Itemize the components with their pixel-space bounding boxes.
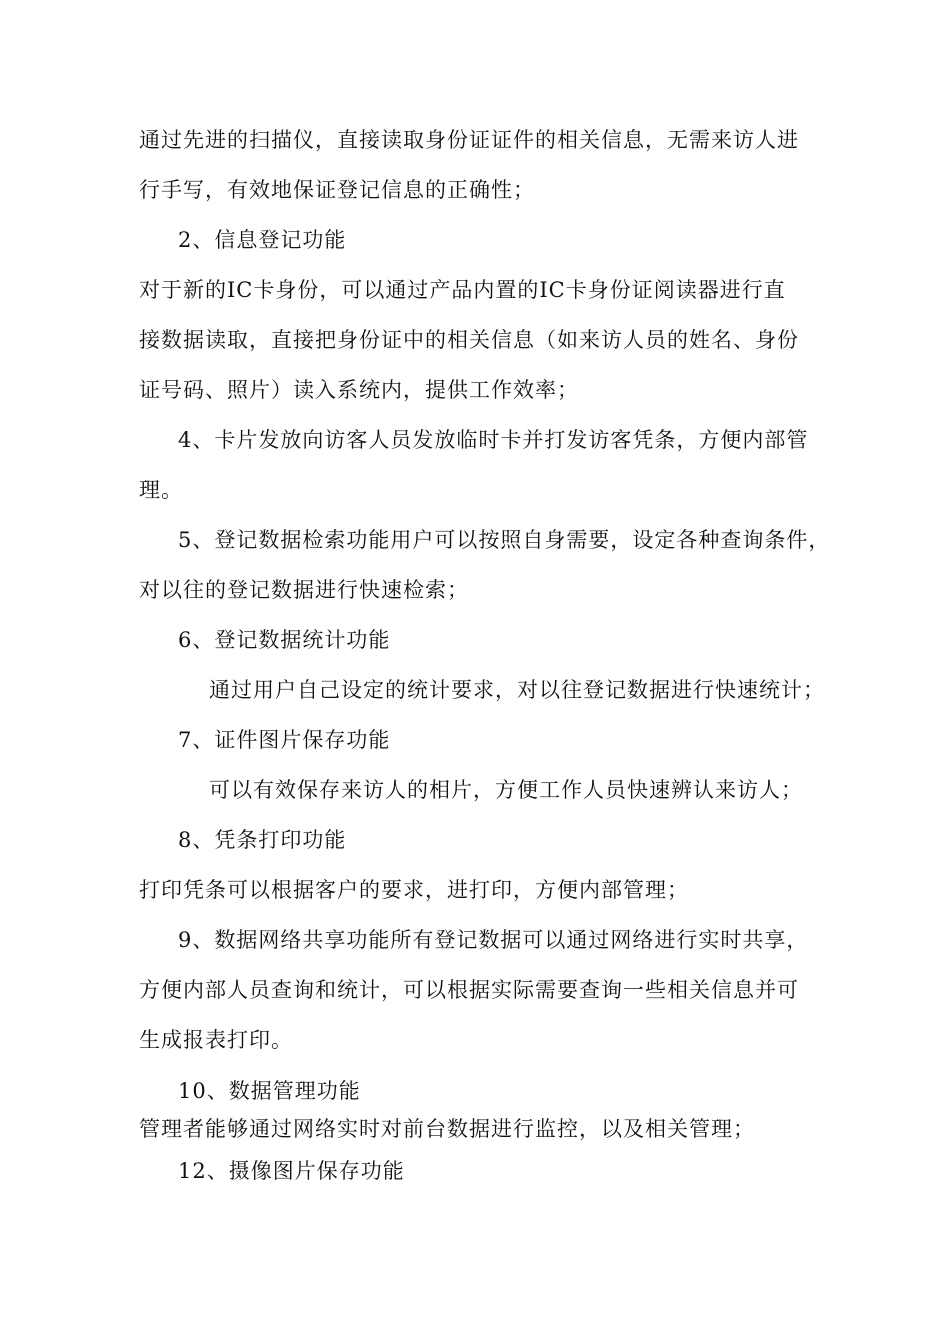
paragraph-line: 9、数据网络共享功能所有登记数据可以通过网络进行实时共享， [178,928,809,952]
section-heading: 6、登记数据统计功能 [178,628,391,652]
paragraph-line: 对以往的登记数据进行快速检索； [139,578,469,602]
paragraph-line: 5、登记数据检索功能用户可以按照自身需要，设定各种查询条件， [178,528,831,552]
paragraph-line: 对于新的IC卡身份，可以通过产品内置的IC卡身份证阅读器进行直 [139,278,786,302]
section-heading: 8、凭条打印功能 [178,828,347,852]
paragraph-line: 打印凭条可以根据客户的要求，进打印，方便内部管理； [139,878,689,902]
paragraph-line: 4、卡片发放向访客人员发放临时卡并打发访客凭条，方便内部管 [178,428,809,452]
section-heading: 12、摄像图片保存功能 [178,1159,405,1183]
paragraph-line: 接数据读取，直接把身份证中的相关信息（如来访人员的姓名、身份 [139,328,799,352]
paragraph-line: 方便内部人员查询和统计，可以根据实际需要查询一些相关信息并可 [139,978,799,1002]
paragraph-line: 可以有效保存来访人的相片，方便工作人员快速辨认来访人； [209,778,803,802]
paragraph-line: 管理者能够通过网络实时对前台数据进行监控，以及相关管理； [139,1117,755,1141]
paragraph-line: 通过用户自己设定的统计要求，对以往登记数据进行快速统计； [209,678,825,702]
paragraph-line: 生成报表打印。 [139,1028,293,1052]
paragraph-line: 通过先进的扫描仪，直接读取身份证证件的相关信息，无需来访人进 [139,128,799,152]
section-heading: 10、数据管理功能 [178,1079,361,1103]
paragraph-line: 理。 [139,478,183,502]
section-heading: 7、证件图片保存功能 [178,728,391,752]
paragraph-line: 行手写，有效地保证登记信息的正确性； [139,178,535,202]
paragraph-line: 证号码、照片）读入系统内，提供工作效率； [139,378,579,402]
section-heading: 2、信息登记功能 [178,228,347,252]
